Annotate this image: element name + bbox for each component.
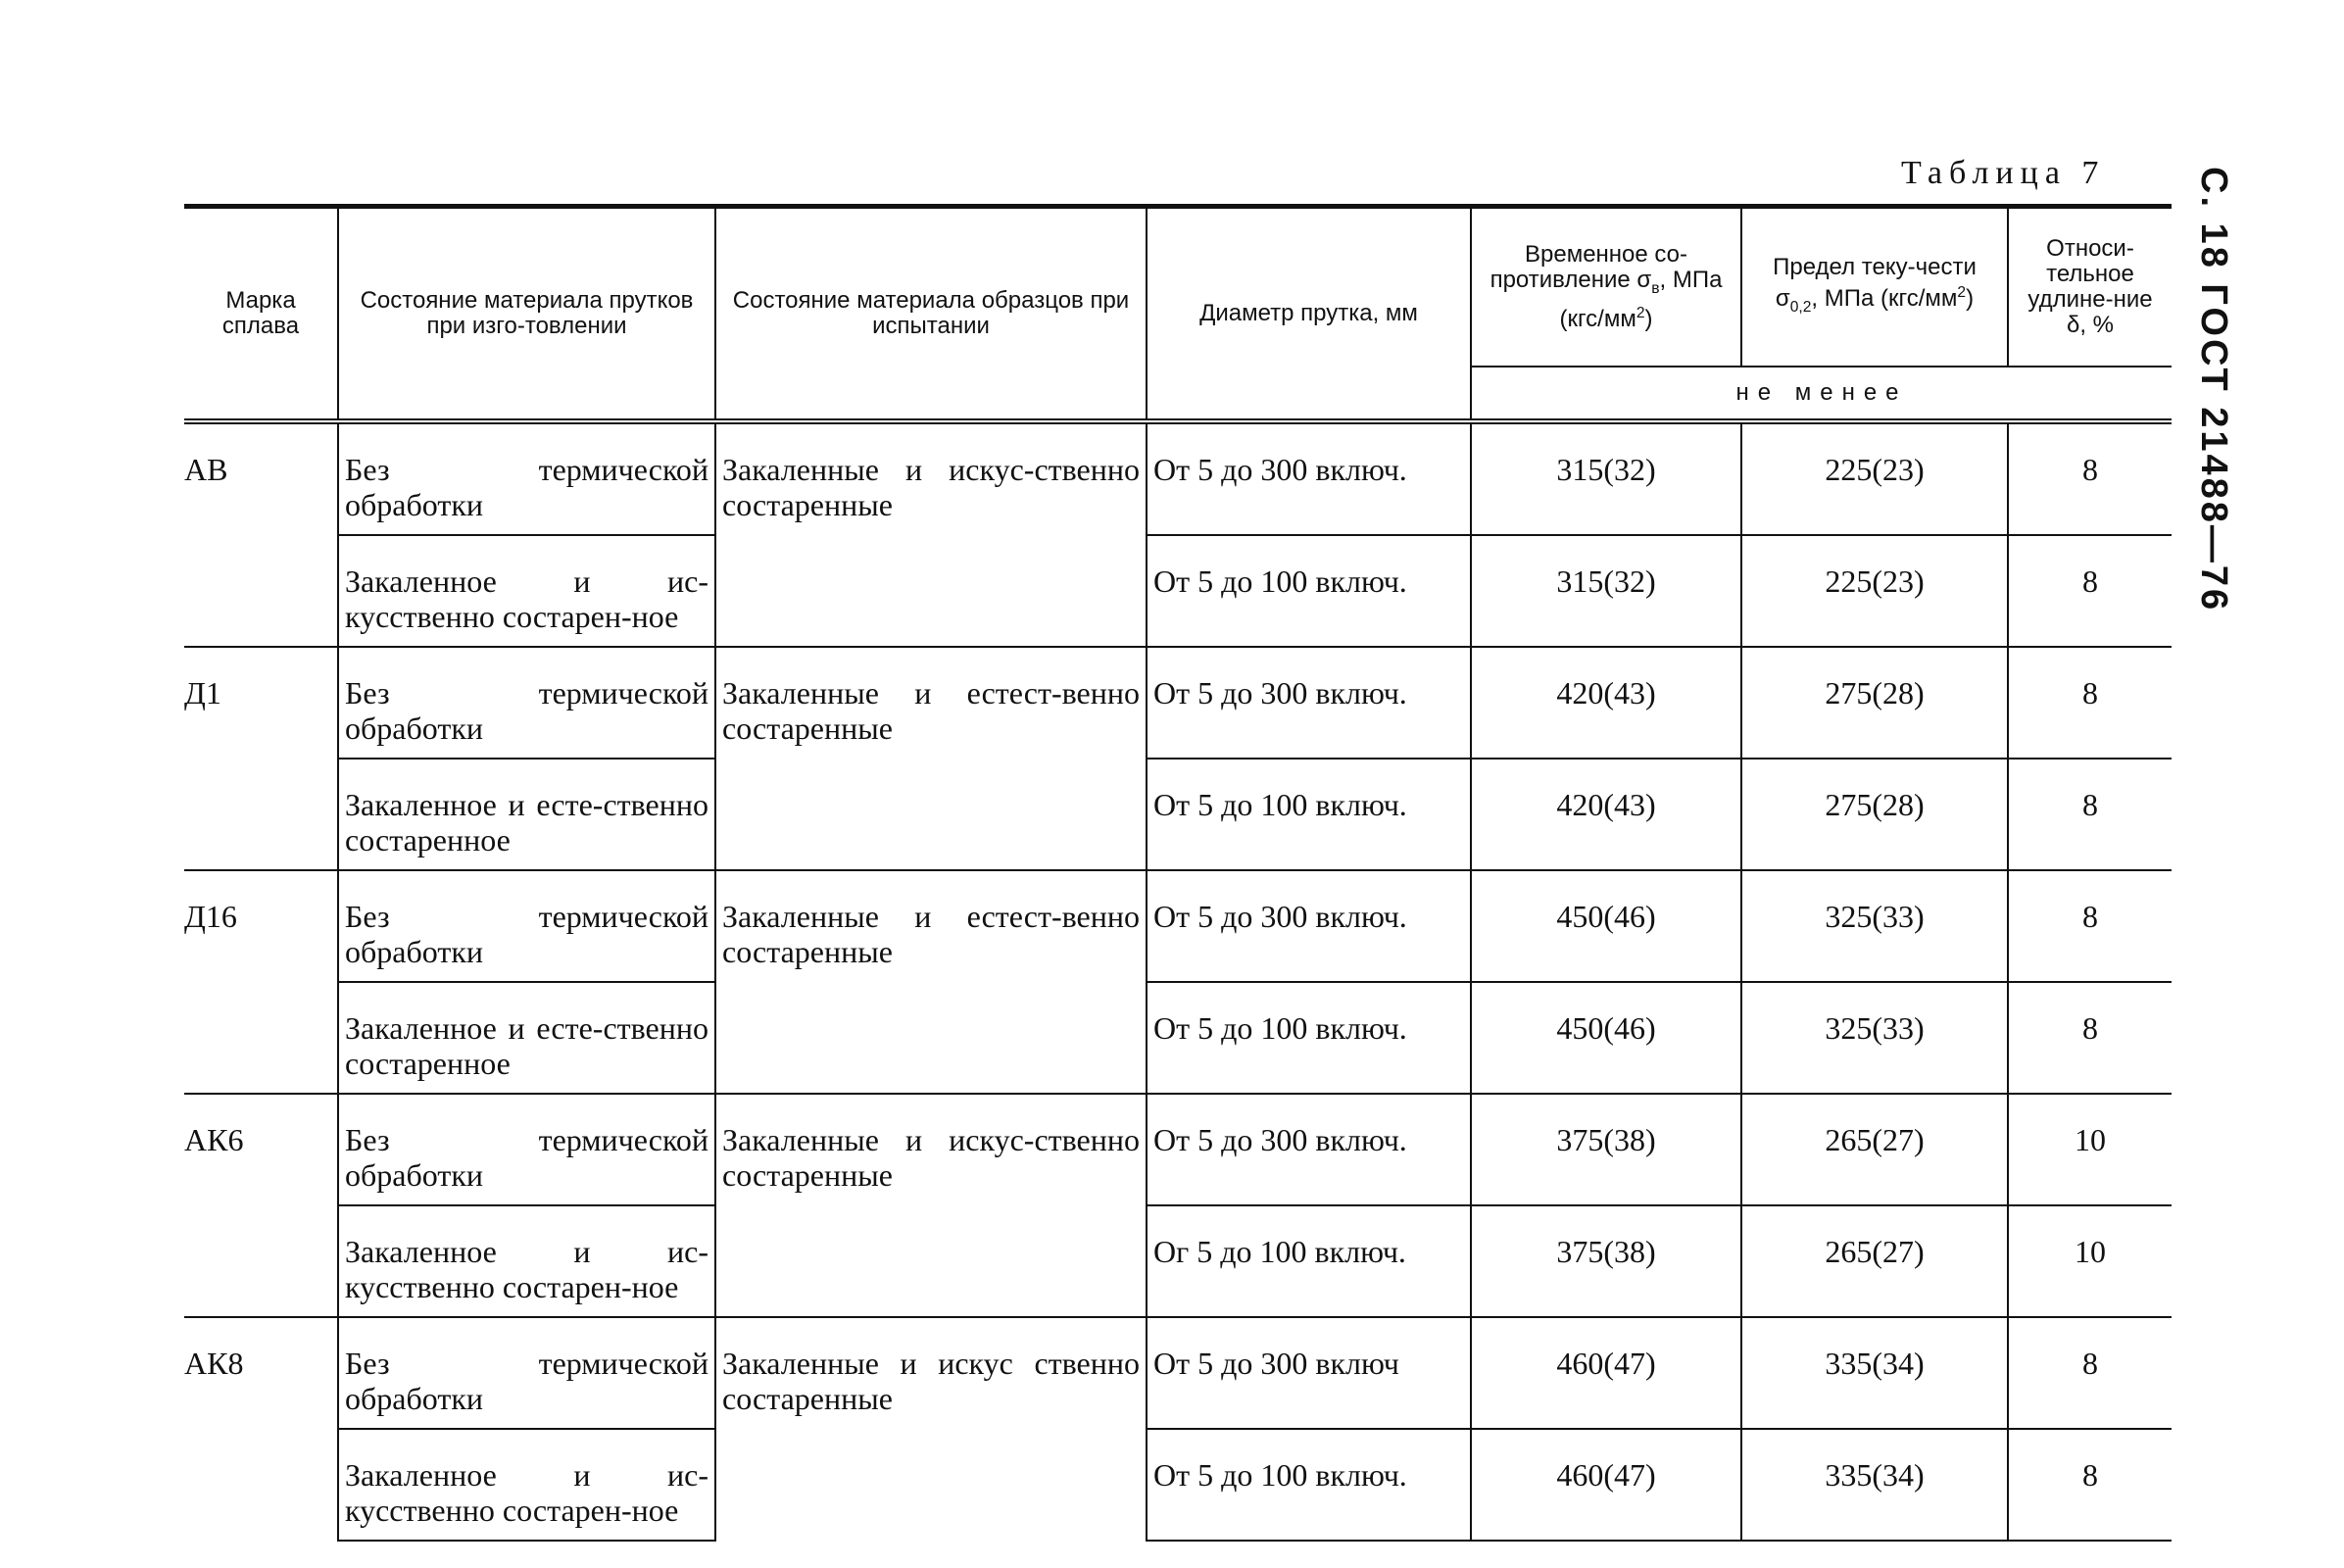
- cell-diameter: От 5 до 300 включ.: [1147, 1094, 1471, 1205]
- header-tensile-strength: Временное со-противление $\sigma_в$, МПа $(кгс/мм^2)$: [1471, 207, 1741, 368]
- table-row: [184, 1429, 2172, 1541]
- cell-diameter: От 5 до 100 включ.: [1147, 982, 1471, 1094]
- cell-yield: 275(28): [1741, 759, 2008, 870]
- cell-test-state: Закаленные и естест-венно состаренные: [715, 870, 1147, 1094]
- cell-test-state: Закаленные и искус-ственно состаренные: [715, 421, 1147, 647]
- cell-yield: 325(33): [1741, 982, 2008, 1094]
- cell-manufacture-state: Без термической обработки: [338, 1094, 715, 1205]
- cell-elongation: 10: [2008, 1094, 2172, 1205]
- cell-tensile: 420(43): [1471, 647, 1741, 759]
- cell-grade: Д1: [184, 647, 338, 870]
- cell-manufacture-state: Без термической обработки: [338, 870, 715, 982]
- alloy-properties-table: [184, 204, 2172, 1542]
- cell-tensile: 460(47): [1471, 1429, 1741, 1541]
- cell-manufacture-state: Без термической обработки: [338, 1317, 715, 1429]
- cell-manufacture-state: Закаленное и ис-кусственно состарен-ное: [338, 1205, 715, 1317]
- cell-elongation: 8: [2008, 1429, 2172, 1541]
- header-manufacture-state: Состояние материала прутков при изго-товлении: [338, 207, 715, 422]
- table-row: [184, 759, 2172, 870]
- cell-test-state: Закаленные и естест-венно состаренные: [715, 647, 1147, 870]
- cell-grade: АК8: [184, 1317, 338, 1541]
- cell-diameter: От 5 до 300 включ.: [1147, 421, 1471, 535]
- header-diameter: Диаметр прутка, мм: [1147, 207, 1471, 422]
- table-row: [184, 421, 2172, 535]
- cell-yield: 225(23): [1741, 421, 2008, 535]
- table-row: [184, 1094, 2172, 1205]
- cell-manufacture-state: Закаленное и ис-кусственно состарен-ное: [338, 1429, 715, 1541]
- table-row: [184, 647, 2172, 759]
- table-body: [184, 421, 2172, 1541]
- table-title: Таблица 7: [1901, 155, 2106, 191]
- cell-elongation: 8: [2008, 421, 2172, 535]
- cell-yield: 325(33): [1741, 870, 2008, 982]
- header-test-state: Состояние материала образцов при испытании: [715, 207, 1147, 422]
- cell-diameter: Ог 5 до 100 включ.: [1147, 1205, 1471, 1317]
- cell-yield: 275(28): [1741, 647, 2008, 759]
- cell-elongation: 8: [2008, 535, 2172, 647]
- header-not-less: не менее: [1471, 367, 2172, 421]
- cell-diameter: От 5 до 300 включ.: [1147, 870, 1471, 982]
- cell-elongation: 8: [2008, 982, 2172, 1094]
- table-row: [184, 870, 2172, 982]
- cell-elongation: 8: [2008, 1317, 2172, 1429]
- header-yield-strength: Предел теку-чести $\sigma_{0,2}$, МПа $(кгс/мм^2)$: [1741, 207, 2008, 368]
- cell-tensile: 460(47): [1471, 1317, 1741, 1429]
- header-grade: Марка сплава: [184, 207, 338, 422]
- cell-diameter: От 5 до 100 включ.: [1147, 1429, 1471, 1541]
- cell-grade: АК6: [184, 1094, 338, 1317]
- cell-tensile: 450(46): [1471, 870, 1741, 982]
- table-row: [184, 982, 2172, 1094]
- table-row: [184, 535, 2172, 647]
- cell-yield: 225(23): [1741, 535, 2008, 647]
- page-side-header: [2166, 157, 2244, 613]
- cell-yield: 265(27): [1741, 1205, 2008, 1317]
- header-elongation: Относи-тельное удлине-ние δ, %: [2008, 207, 2172, 368]
- cell-yield: 335(34): [1741, 1317, 2008, 1429]
- cell-elongation: 8: [2008, 759, 2172, 870]
- table-row: [184, 1205, 2172, 1317]
- cell-manufacture-state: Закаленное и есте-ственно состаренное: [338, 982, 715, 1094]
- cell-grade: АВ: [184, 452, 228, 487]
- cell-diameter: От 5 до 300 включ.: [1147, 647, 1471, 759]
- cell-manufacture-state: Без термической обработки: [338, 647, 715, 759]
- side-header-text: С. 18 ГОСТ 21488—76: [2193, 167, 2234, 613]
- cell-yield: 265(27): [1741, 1094, 2008, 1205]
- cell-tensile: 420(43): [1471, 759, 1741, 870]
- cell-diameter: От 5 до 100 включ.: [1147, 759, 1471, 870]
- cell-yield: 335(34): [1741, 1429, 2008, 1541]
- cell-test-state: Закаленные и искус ственно состаренные: [715, 1317, 1147, 1541]
- cell-diameter: От 5 до 100 включ.: [1147, 535, 1471, 647]
- cell-elongation: 10: [2008, 1205, 2172, 1317]
- cell-tensile: 375(38): [1471, 1094, 1741, 1205]
- cell-elongation: 8: [2008, 647, 2172, 759]
- cell-tensile: 315(32): [1471, 535, 1741, 647]
- cell-diameter: От 5 до 300 включ: [1147, 1317, 1471, 1429]
- cell-tensile: 375(38): [1471, 1205, 1741, 1317]
- cell-manufacture-state: Без термической обработки: [338, 421, 715, 535]
- cell-test-state: Закаленные и искус-ственно состаренные: [715, 1094, 1147, 1317]
- cell-tensile: 315(32): [1471, 421, 1741, 535]
- cell-elongation: 8: [2008, 870, 2172, 982]
- cell-grade: Д16: [184, 870, 338, 1094]
- table-row: [184, 1317, 2172, 1429]
- cell-manufacture-state: Закаленное и есте-ственно состаренное: [338, 759, 715, 870]
- cell-manufacture-state: Закаленное и ис-кусственно состарен-ное: [338, 535, 715, 647]
- cell-tensile: 450(46): [1471, 982, 1741, 1094]
